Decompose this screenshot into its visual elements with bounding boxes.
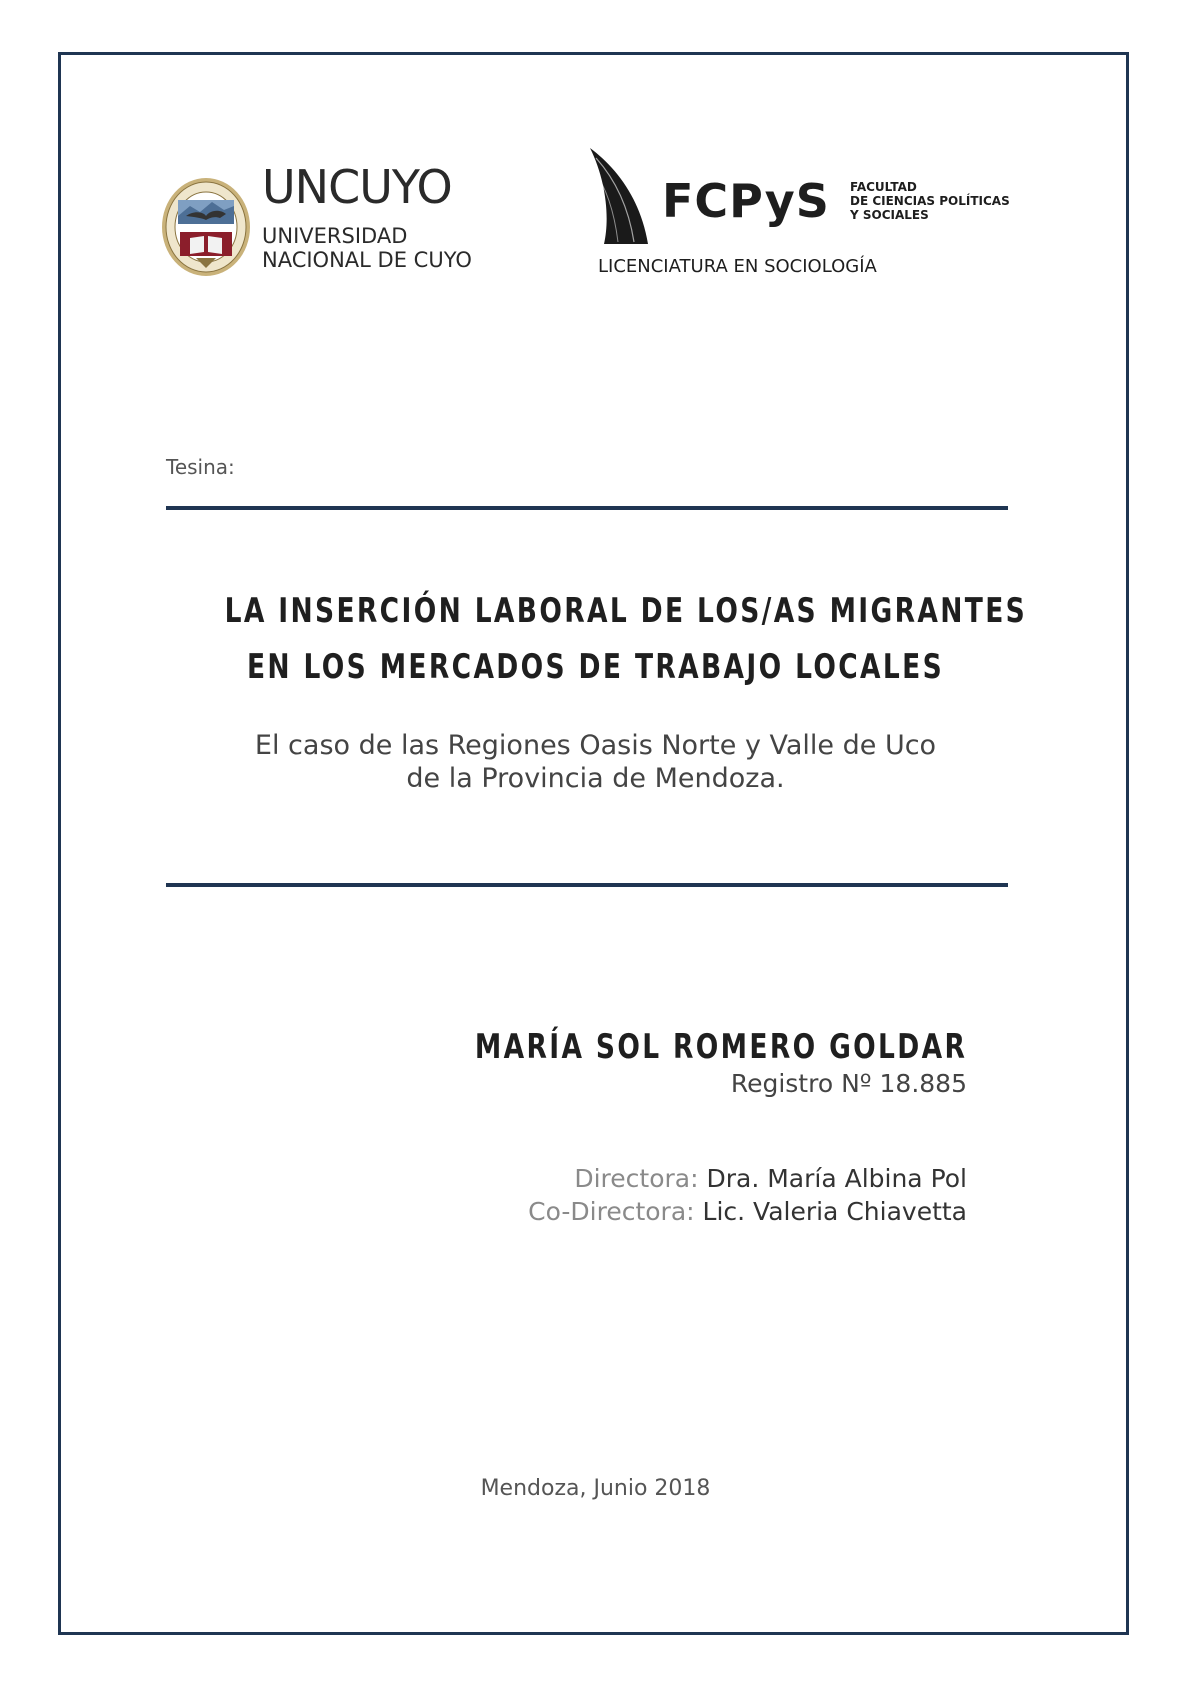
uncuyo-wordmark: UNCUYO <box>262 160 452 214</box>
uncuyo-subtitle-line2: NACIONAL DE CUYO <box>262 248 472 272</box>
sail-icon <box>588 148 650 248</box>
subtitle-line1: El caso de las Regiones Oasis Norte y Valle de Uco <box>254 730 937 761</box>
bottom-divider <box>166 883 1008 887</box>
uncuyo-logo <box>160 160 490 282</box>
top-divider <box>166 506 1008 510</box>
codirector-name: Lic. Valeria Chiavetta <box>702 1197 967 1226</box>
author-name: MARÍA SOL ROMERO GOLDAR <box>474 1027 967 1067</box>
title-line1: LA INSERCIÓN LABORAL DE LOS/AS MIGRANTES <box>224 591 1028 631</box>
director-line <box>574 1166 967 1191</box>
codirector-role: Co-Directora: <box>528 1197 703 1226</box>
uncuyo-subtitle-line1: UNIVERSIDAD <box>262 224 408 248</box>
title-line2: EN LOS MERCADOS DE TRABAJO LOCALES <box>246 647 945 687</box>
fcpys-logo <box>588 148 1028 288</box>
document-type-label: Tesina: <box>166 455 235 479</box>
director-name: Dra. María Albina Pol <box>706 1164 967 1193</box>
subtitle-line2: de la Provincia de Mendoza. <box>406 763 785 794</box>
page-border <box>58 52 1129 1635</box>
codirector-line <box>528 1199 967 1224</box>
fcpys-wordmark: FCPyS <box>662 174 830 228</box>
faculty-line3: Y SOCIALES <box>850 208 929 222</box>
place-and-date: Mendoza, Junio 2018 <box>480 1476 711 1501</box>
university-seal-icon <box>160 176 252 278</box>
career-name: LICENCIATURA EN SOCIOLOGÍA <box>598 256 877 277</box>
faculty-line1: FACULTAD <box>850 180 917 194</box>
faculty-line2: DE CIENCIAS POLÍTICAS <box>850 194 1010 208</box>
director-role: Directora: <box>574 1164 707 1193</box>
registration-number: Registro Nº 18.885 <box>730 1069 967 1098</box>
